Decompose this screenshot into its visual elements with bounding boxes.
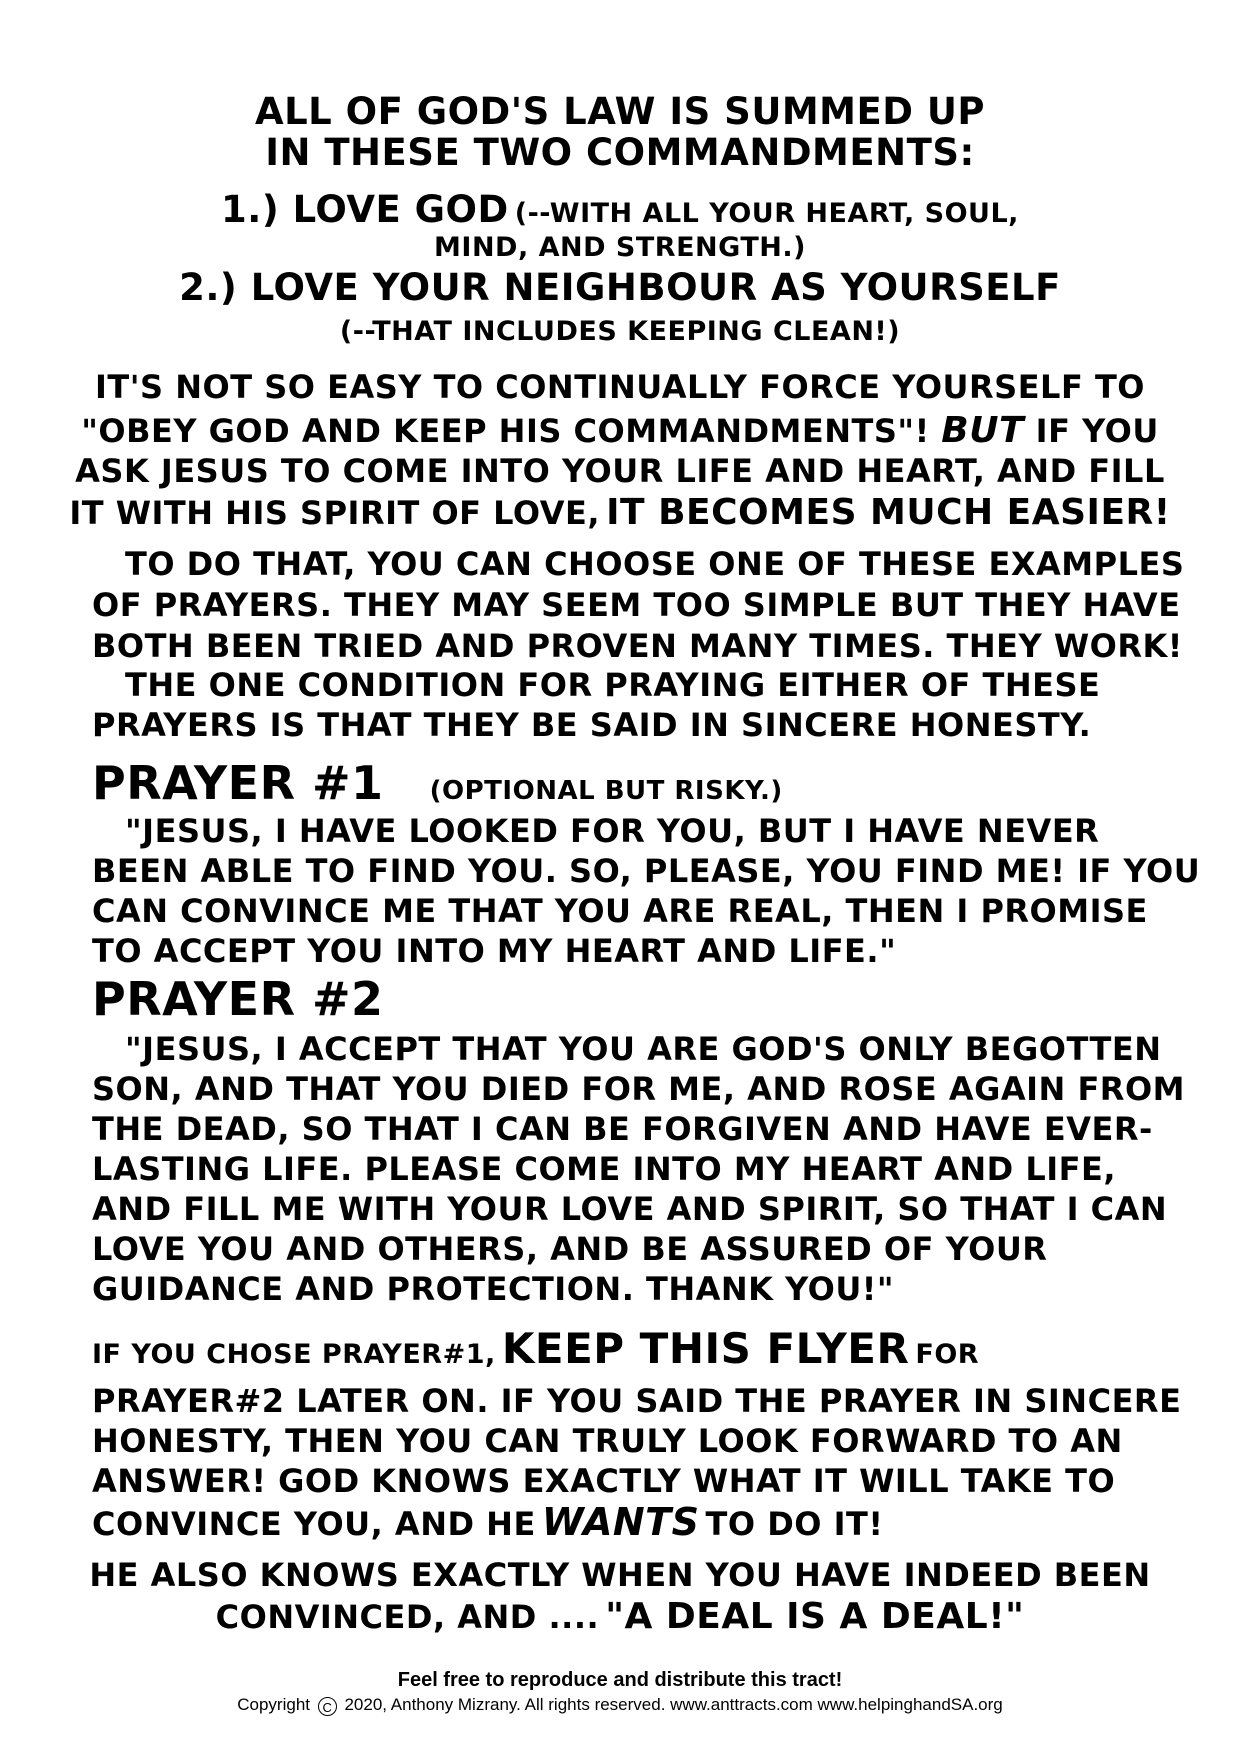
intro-line-2 bbox=[0, 410, 1240, 451]
closing-line-2: PRAYER#2 LATER ON. IF YOU SAID THE PRAYER IN SINCERE bbox=[92, 1382, 1182, 1420]
commandment-2-label: 2.) LOVE YOUR NEIGHBOUR AS YOURSELF bbox=[179, 266, 1061, 309]
prayer-1-note: (OPTIONAL BUT RISKY.) bbox=[429, 776, 783, 806]
prayer-2-line: SON, AND THAT YOU DIED FOR ME, AND ROSE AGAIN FROM bbox=[92, 1070, 1185, 1108]
prayer-1-line: CAN CONVINCE ME THAT YOU ARE REAL, THEN I PROMISE bbox=[92, 892, 1148, 930]
intro-line-4-a: IT WITH HIS SPIRIT OF LOVE, bbox=[69, 494, 601, 532]
examples-line-5: PRAYERS IS THAT THEY BE SAID IN SINCERE HONESTY. bbox=[92, 706, 1092, 744]
commandment-1 bbox=[0, 188, 1240, 231]
prayer-2-title: PRAYER #2 bbox=[92, 972, 384, 1026]
prayer-2-line: "JESUS, I ACCEPT THAT YOU ARE GOD'S ONLY BEGOTTEN bbox=[125, 1030, 1162, 1068]
copyright-label: Copyright bbox=[237, 1695, 310, 1714]
intro-line-2-b: BUT bbox=[941, 410, 1025, 451]
prayer-2-line: LOVE YOU AND OTHERS, AND BE ASSURED OF YOUR bbox=[92, 1230, 1048, 1268]
copyright-icon: C bbox=[318, 1697, 337, 1716]
closing-line-7-b: "A DEAL IS A DEAL!" bbox=[605, 1596, 1025, 1637]
prayer-1-line: TO ACCEPT YOU INTO MY HEART AND LIFE." bbox=[92, 932, 897, 970]
intro-line-4 bbox=[0, 492, 1240, 533]
intro-line-2-a: "OBEY GOD AND KEEP HIS COMMANDMENTS"! bbox=[81, 412, 930, 450]
footer-copyright bbox=[0, 1695, 1240, 1716]
examples-line-1: TO DO THAT, YOU CAN CHOOSE ONE OF THESE EXAMPLES bbox=[125, 545, 1185, 583]
commandment-1-detail-2: MIND, AND STRENGTH.) bbox=[434, 232, 806, 263]
prayer-2-line: AND FILL ME WITH YOUR LOVE AND SPIRIT, SO THAT I CAN bbox=[92, 1190, 1168, 1228]
heading-line-1: ALL OF GOD'S LAW IS SUMMED UP bbox=[254, 90, 986, 133]
copyright-text: 2020, Anthony Mizrany. All rights reserved. www.anttracts.com www.helpinghandSA.org bbox=[344, 1695, 1003, 1714]
prayer-1-title: PRAYER #1 bbox=[92, 756, 384, 810]
closing-line-5-b: WANTS bbox=[541, 1500, 700, 1544]
prayer-2-line: LASTING LIFE. PLEASE COME INTO MY HEART AND LIFE, bbox=[92, 1150, 1116, 1188]
closing-line-7 bbox=[0, 1596, 1240, 1637]
closing-line-6: HE ALSO KNOWS EXACTLY WHEN YOU HAVE INDEED BEEN bbox=[89, 1556, 1151, 1594]
commandment-2 bbox=[0, 266, 1240, 309]
commandment-2-detail: (--THAT INCLUDES KEEPING CLEAN!) bbox=[339, 316, 901, 347]
closing-line-7-a: CONVINCED, AND .... bbox=[215, 1598, 600, 1636]
heading-line-2: IN THESE TWO COMMANDMENTS: bbox=[265, 131, 975, 174]
footer-reproduce-note: Feel free to reproduce and distribute this tract! bbox=[397, 1669, 843, 1691]
closing-line-1-a: IF YOU CHOSE PRAYER#1, bbox=[92, 1339, 496, 1370]
closing-line-4: ANSWER! GOD KNOWS EXACTLY WHAT IT WILL TAKE TO bbox=[92, 1462, 1116, 1500]
intro-line-3: ASK JESUS TO COME INTO YOUR LIFE AND HEART, AND FILL bbox=[75, 452, 1165, 490]
examples-line-2: OF PRAYERS. THEY MAY SEEM TOO SIMPLE BUT THEY HAVE bbox=[92, 586, 1181, 624]
closing-line-5-c: TO DO IT! bbox=[705, 1505, 884, 1543]
intro-line-2-c: IF YOU bbox=[1035, 412, 1159, 450]
closing-line-3: HONESTY, THEN YOU CAN TRULY LOOK FORWARD TO AN bbox=[92, 1422, 1123, 1460]
prayer-2-line: GUIDANCE AND PROTECTION. THANK YOU!" bbox=[92, 1270, 895, 1308]
examples-line-3: BOTH BEEN TRIED AND PROVEN MANY TIMES. THEY WORK! bbox=[92, 627, 1183, 665]
closing-line-5 bbox=[92, 1500, 883, 1544]
commandment-1-detail: (--WITH ALL YOUR HEART, SOUL, bbox=[514, 198, 1019, 229]
closing-line-5-a: CONVINCE YOU, AND HE bbox=[92, 1505, 536, 1543]
closing-line-1-b: KEEP THIS FLYER bbox=[501, 1324, 910, 1373]
prayer-1-line: BEEN ABLE TO FIND YOU. SO, PLEASE, YOU FIND ME! IF YOU bbox=[92, 852, 1201, 890]
intro-line-4-b: IT BECOMES MUCH EASIER! bbox=[606, 492, 1171, 533]
prayer-1-heading bbox=[92, 756, 783, 810]
closing-line-1-c: FOR bbox=[915, 1339, 980, 1370]
closing-line-1 bbox=[92, 1324, 979, 1373]
examples-line-4: THE ONE CONDITION FOR PRAYING EITHER OF THESE bbox=[125, 666, 1101, 704]
commandment-1-label: 1.) LOVE GOD bbox=[221, 188, 509, 231]
prayer-2-line: THE DEAD, SO THAT I CAN BE FORGIVEN AND HAVE EVER- bbox=[92, 1110, 1153, 1148]
intro-line-1: IT'S NOT SO EASY TO CONTINUALLY FORCE YOURSELF TO bbox=[95, 368, 1145, 406]
prayer-1-line: "JESUS, I HAVE LOOKED FOR YOU, BUT I HAVE NEVER bbox=[125, 812, 1100, 850]
